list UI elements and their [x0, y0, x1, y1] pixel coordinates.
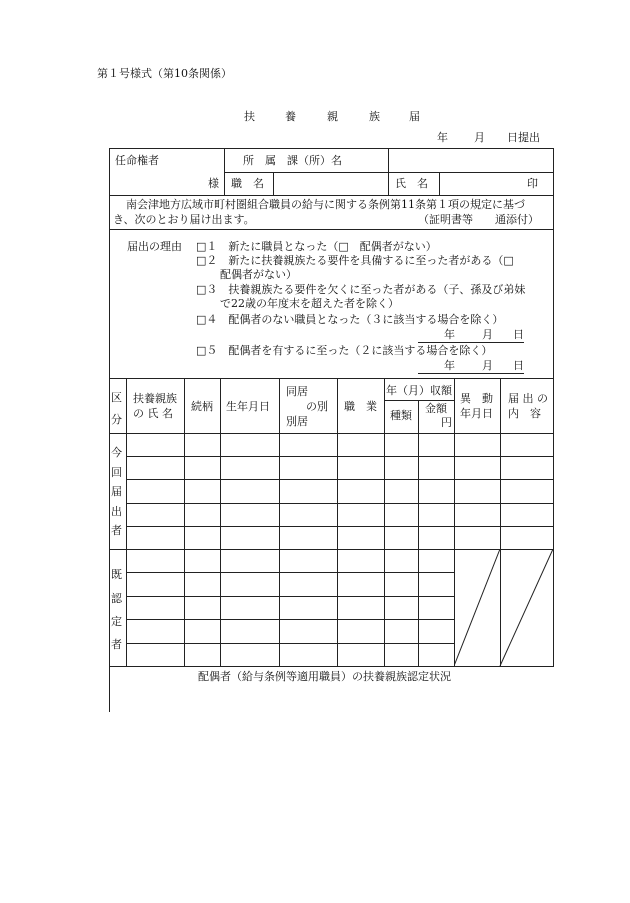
- col-section-top: 区: [111, 391, 122, 404]
- reason-3-cont: で22歳の年度末を超えた者を除く）: [220, 297, 399, 310]
- section-existing-2: 認: [111, 592, 122, 605]
- col-change-top: 異 動: [460, 392, 493, 405]
- col-cohabit-2: の別: [306, 400, 328, 413]
- col-name-bottom: の 氏 名: [133, 407, 173, 420]
- attachment-note: （証明書等 通添付）: [418, 213, 539, 226]
- title-char-1: 扶: [244, 110, 255, 123]
- diagonal-slash-marks: [454, 549, 554, 667]
- section-current-2: 回: [111, 466, 122, 479]
- reason-4-year: 年: [444, 328, 455, 341]
- reason-3: □３ 扶養親族たる要件を欠くに至った者がある（子、孫及び弟妹: [196, 283, 526, 296]
- col-content-bottom: 内 容: [508, 407, 541, 420]
- affiliation-label: 所 属 課（所）名: [243, 154, 342, 167]
- reason-2-cont: 配偶者がない）: [220, 268, 297, 281]
- reason-5-year: 年: [444, 359, 455, 372]
- section-current-4: 出: [111, 505, 122, 518]
- col-income-yen: 円: [441, 416, 452, 429]
- col-section-bottom: 分: [111, 413, 122, 426]
- reason-5: □５ 配偶者を有するに至った（２に該当する場合を除く）: [196, 344, 493, 357]
- section-existing-1: 既: [111, 568, 122, 581]
- spouse-status-title: 配偶者（給与条例等適用職員）の扶養親族認定状況: [198, 670, 451, 683]
- sama-label: 様: [208, 177, 219, 190]
- section-current-3: 届: [111, 485, 122, 498]
- job-title-label: 職 名: [231, 177, 264, 190]
- col-job: 職 業: [344, 400, 377, 413]
- section-existing-4: 者: [111, 638, 122, 651]
- col-name-top: 扶養親族: [133, 392, 177, 405]
- reason-2: □２ 新たに扶養親族たる要件を具備するに至った者がある（□: [196, 254, 514, 267]
- seal-mark: 印: [527, 177, 538, 190]
- reason-5-day: 日: [513, 359, 524, 372]
- col-relation: 続柄: [191, 400, 213, 413]
- col-income-amount: 金額: [425, 402, 447, 415]
- date-month: 月: [474, 131, 485, 144]
- reason-5-month: 月: [482, 359, 493, 372]
- col-birthdate: 生年月日: [226, 400, 270, 413]
- title-char-3: 親: [327, 110, 338, 123]
- section-existing-3: 定: [111, 615, 122, 628]
- title-char-5: 届: [409, 110, 420, 123]
- date-year: 年: [437, 131, 448, 144]
- date-day-submitted: 日提出: [507, 131, 540, 144]
- reason-4: □４ 配偶者のない職員となった（３に該当する場合を除く）: [196, 313, 504, 326]
- reason-4-month: 月: [482, 328, 493, 341]
- appointer-label: 任命権者: [115, 154, 159, 167]
- statement-line-1: 南会津地方広域市町村圏組合職員の給与に関する条例第11条第１項の規定に基づ: [126, 198, 525, 211]
- title-char-4: 族: [369, 110, 380, 123]
- col-income-top: 年（月）収額: [386, 384, 452, 397]
- reason-1: □１ 新たに職員となった（□ 配偶者がない）: [196, 240, 437, 253]
- col-income-kind: 種類: [390, 409, 412, 422]
- reason-label: 届出の理由: [127, 240, 182, 253]
- col-cohabit-3: 別居: [286, 415, 308, 428]
- name-label: 氏 名: [395, 177, 428, 190]
- col-cohabit-1: 同居: [286, 385, 308, 398]
- section-current-1: 今: [111, 446, 122, 459]
- form-number: 第１号様式（第10条関係）: [97, 67, 232, 80]
- col-change-bottom: 年月日: [460, 407, 493, 420]
- title-char-2: 養: [285, 110, 296, 123]
- reason-4-day: 日: [513, 328, 524, 341]
- section-current-5: 者: [111, 524, 122, 537]
- statement-line-2: き、次のとおり届け出ます。: [113, 213, 255, 226]
- col-content-top: 届 出 の: [508, 392, 548, 405]
